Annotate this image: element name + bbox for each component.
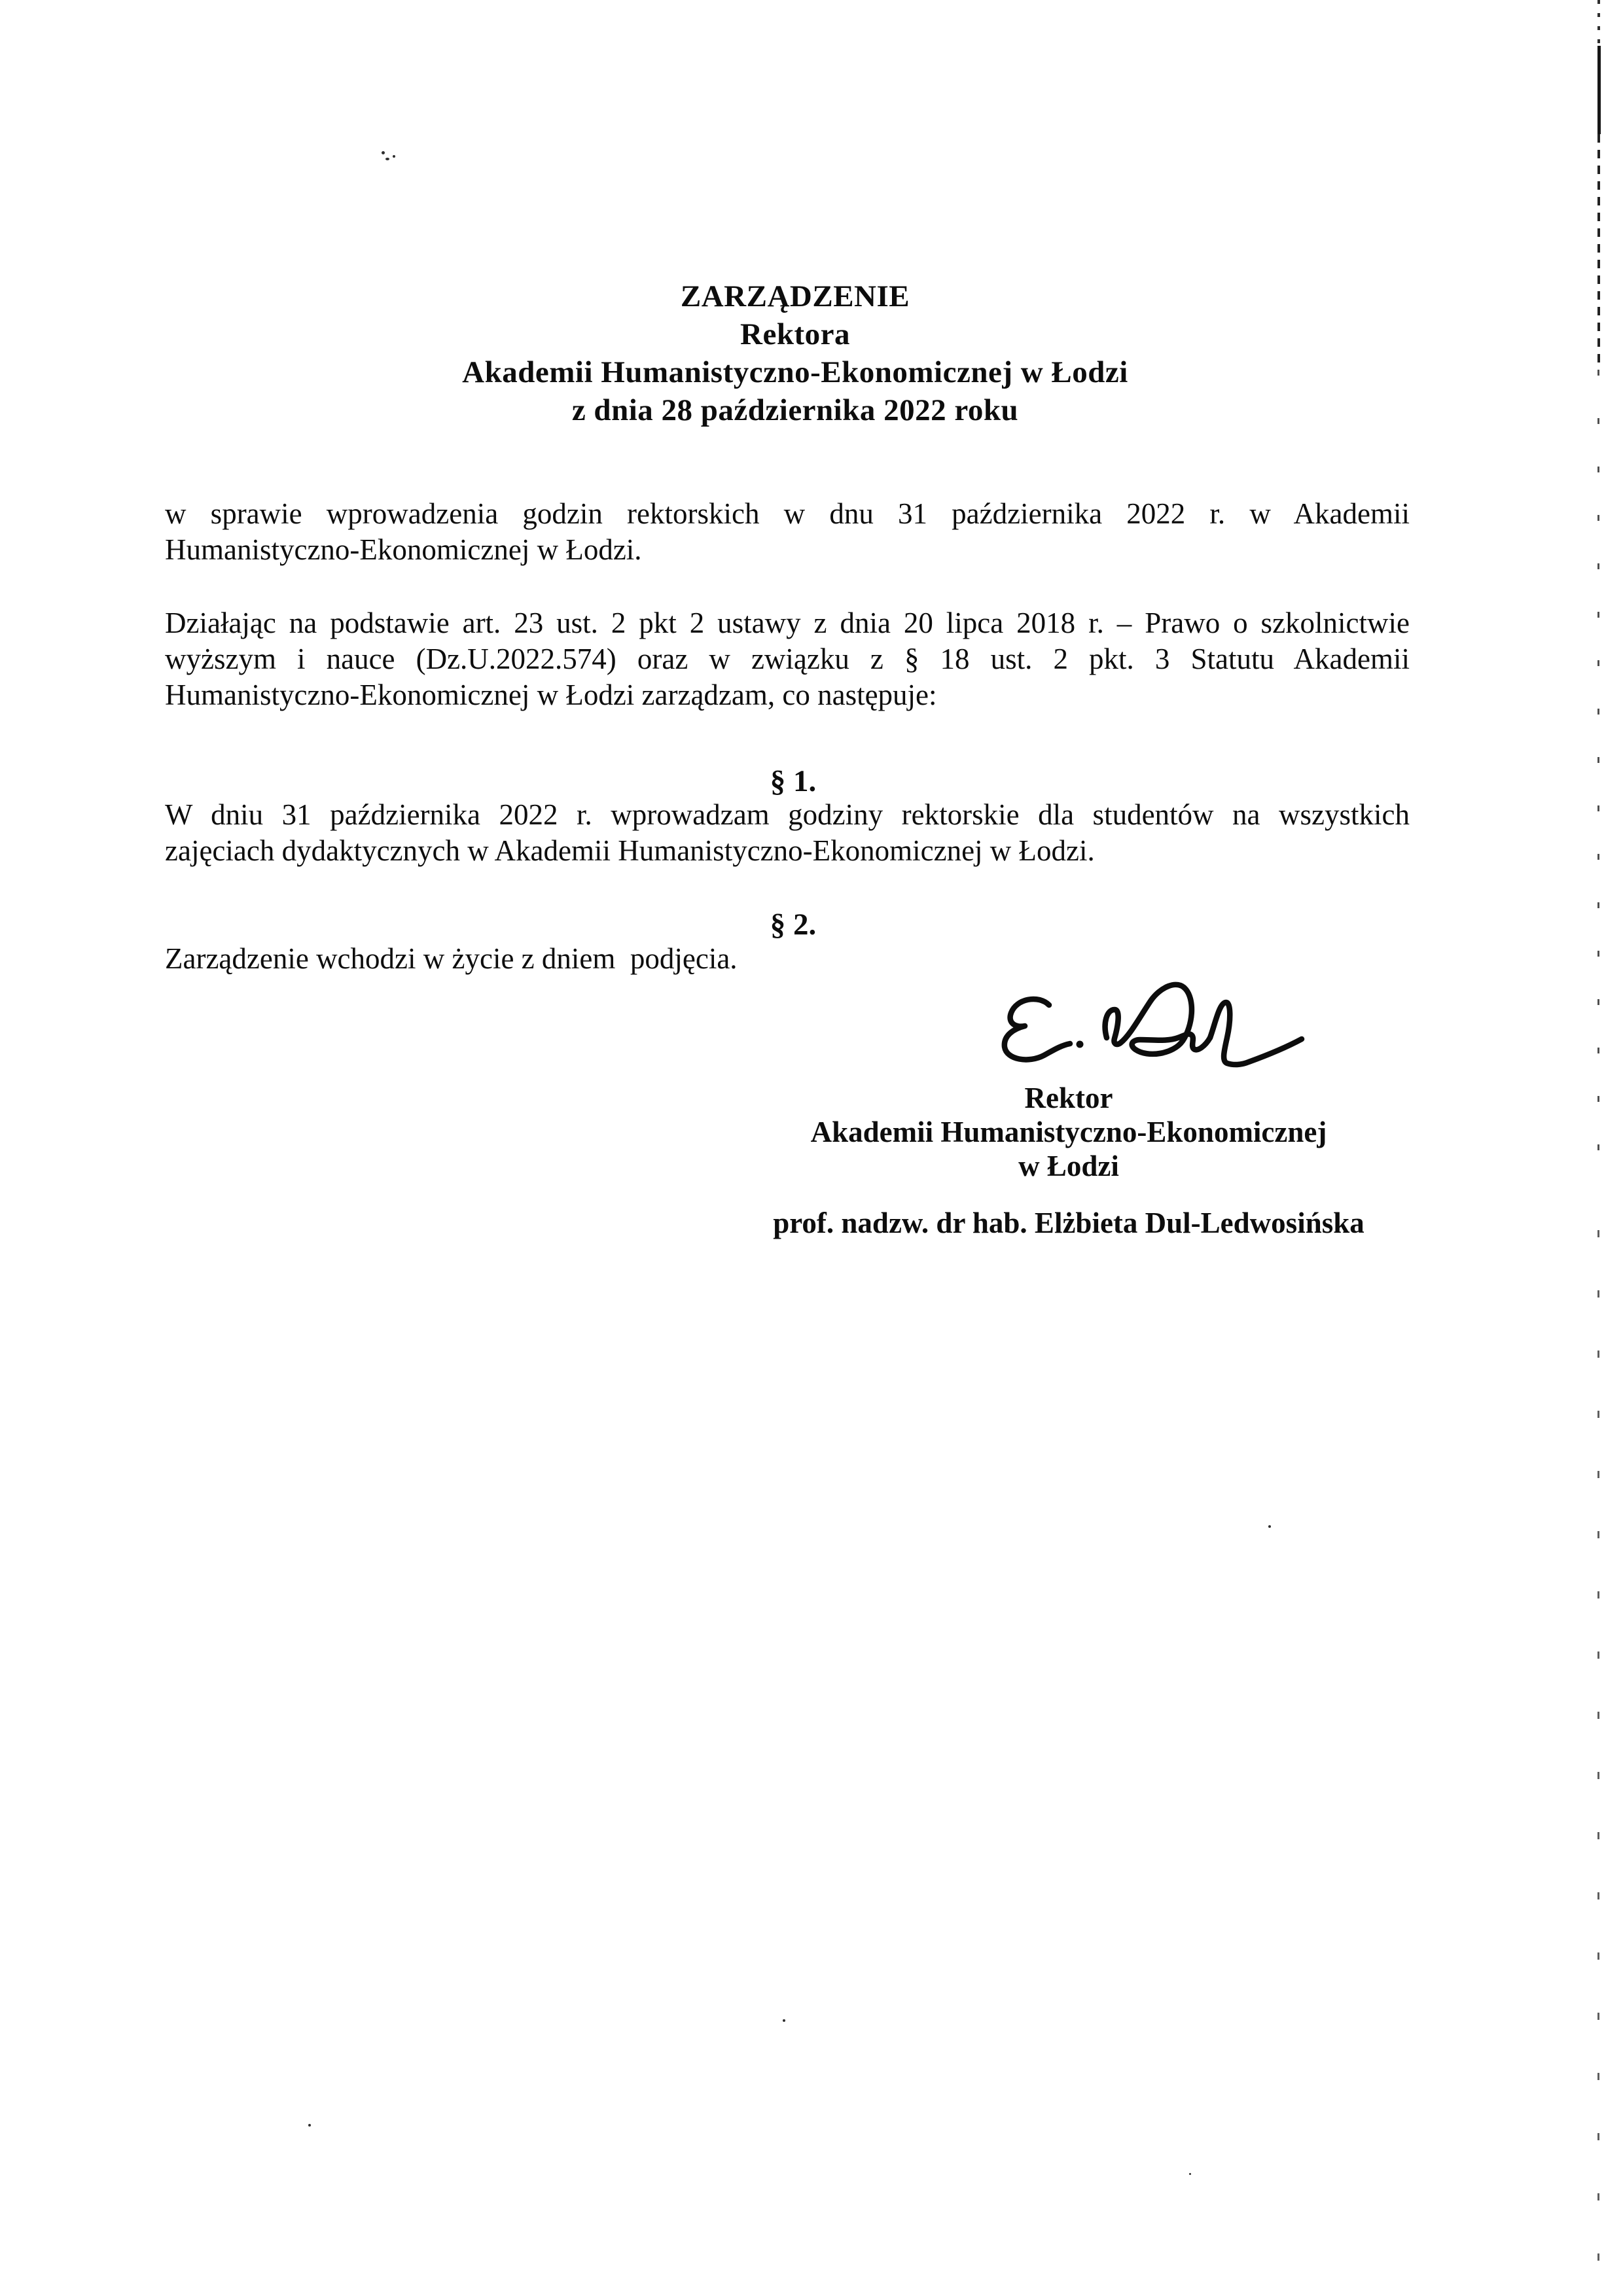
institution-name: Akademii Humanistyczno-Ekonomicznej w Łodzi [462, 355, 1128, 389]
scan-speck [308, 2124, 311, 2127]
section-2-line: Zarządzenie wchodzi w życie z dniem podjęcia. [165, 942, 738, 975]
scan-speck [393, 155, 395, 158]
document-type-title: ZARZĄDZENIE [680, 279, 910, 313]
scan-edge-artifact [1597, 370, 1599, 1152]
legal-basis-line: Humanistyczno-Ekonomicznej w Łodzi zarządzam, co następuje: [165, 679, 937, 711]
signature-stroke-l-tail [1210, 1002, 1302, 1065]
signer-city: w Łodzi [1018, 1150, 1119, 1182]
scan-edge-artifact [1597, 46, 1601, 134]
section-1-line: zajęciach dydaktycznych w Akademii Humanistyczno-Ekonomicznej w Łodzi. [165, 834, 1095, 867]
scan-speck [385, 158, 389, 160]
document-header [170, 277, 1420, 429]
signer-role: Rektor [1024, 1082, 1113, 1114]
issuer-title: Rektora [740, 317, 850, 351]
scan-speck [783, 2019, 785, 2022]
legal-basis-line: Działając na podstawie art. 23 ust. 2 pkt 2 ustawy z dnia 20 lipca 2018 r. – Prawo o szkolnictwie [165, 607, 1410, 639]
signer-name: prof. nadzw. dr hab. Elżbieta Dul-Ledwosińska [773, 1207, 1364, 1239]
signature-dot [1077, 1041, 1084, 1048]
issue-date: z dnia 28 października 2022 roku [571, 393, 1019, 427]
section-2-paragraph [165, 941, 1410, 977]
signature-stroke-d [1105, 985, 1210, 1054]
subject-line: w sprawie wprowadzenia godzin rektorskich w dnu 31 października 2022 r. w Akademii [165, 497, 1410, 530]
signer-institution: Akademii Humanistyczno-Ekonomicznej [810, 1116, 1327, 1148]
scan-speck [382, 151, 385, 154]
signature-title-block [753, 1081, 1385, 1183]
subject-paragraph [165, 496, 1410, 568]
signature-stroke-e [1005, 999, 1070, 1059]
scan-speck [1189, 2173, 1191, 2175]
section-1-paragraph [165, 797, 1410, 869]
section-2-heading: § 2. [770, 908, 817, 942]
legal-basis-line: wyższym i nauce (Dz.U.2022.574) oraz w związku z § 18 ust. 2 pkt. 3 Statutu Akademii [165, 643, 1410, 675]
scan-edge-artifact [1597, 134, 1600, 370]
handwritten-signature [991, 972, 1319, 1090]
scan-edge-artifact [1597, 0, 1600, 46]
section-1-heading: § 1. [770, 764, 817, 798]
legal-basis-paragraph [165, 605, 1410, 713]
scan-edge-artifact [1597, 1230, 1599, 2290]
scan-speck [1268, 1525, 1271, 1528]
section-1-line: W dniu 31 października 2022 r. wprowadzam godziny rektorskie dla studentów na wszystkich [165, 798, 1410, 831]
subject-line: Humanistyczno-Ekonomicznej w Łodzi. [165, 533, 642, 566]
